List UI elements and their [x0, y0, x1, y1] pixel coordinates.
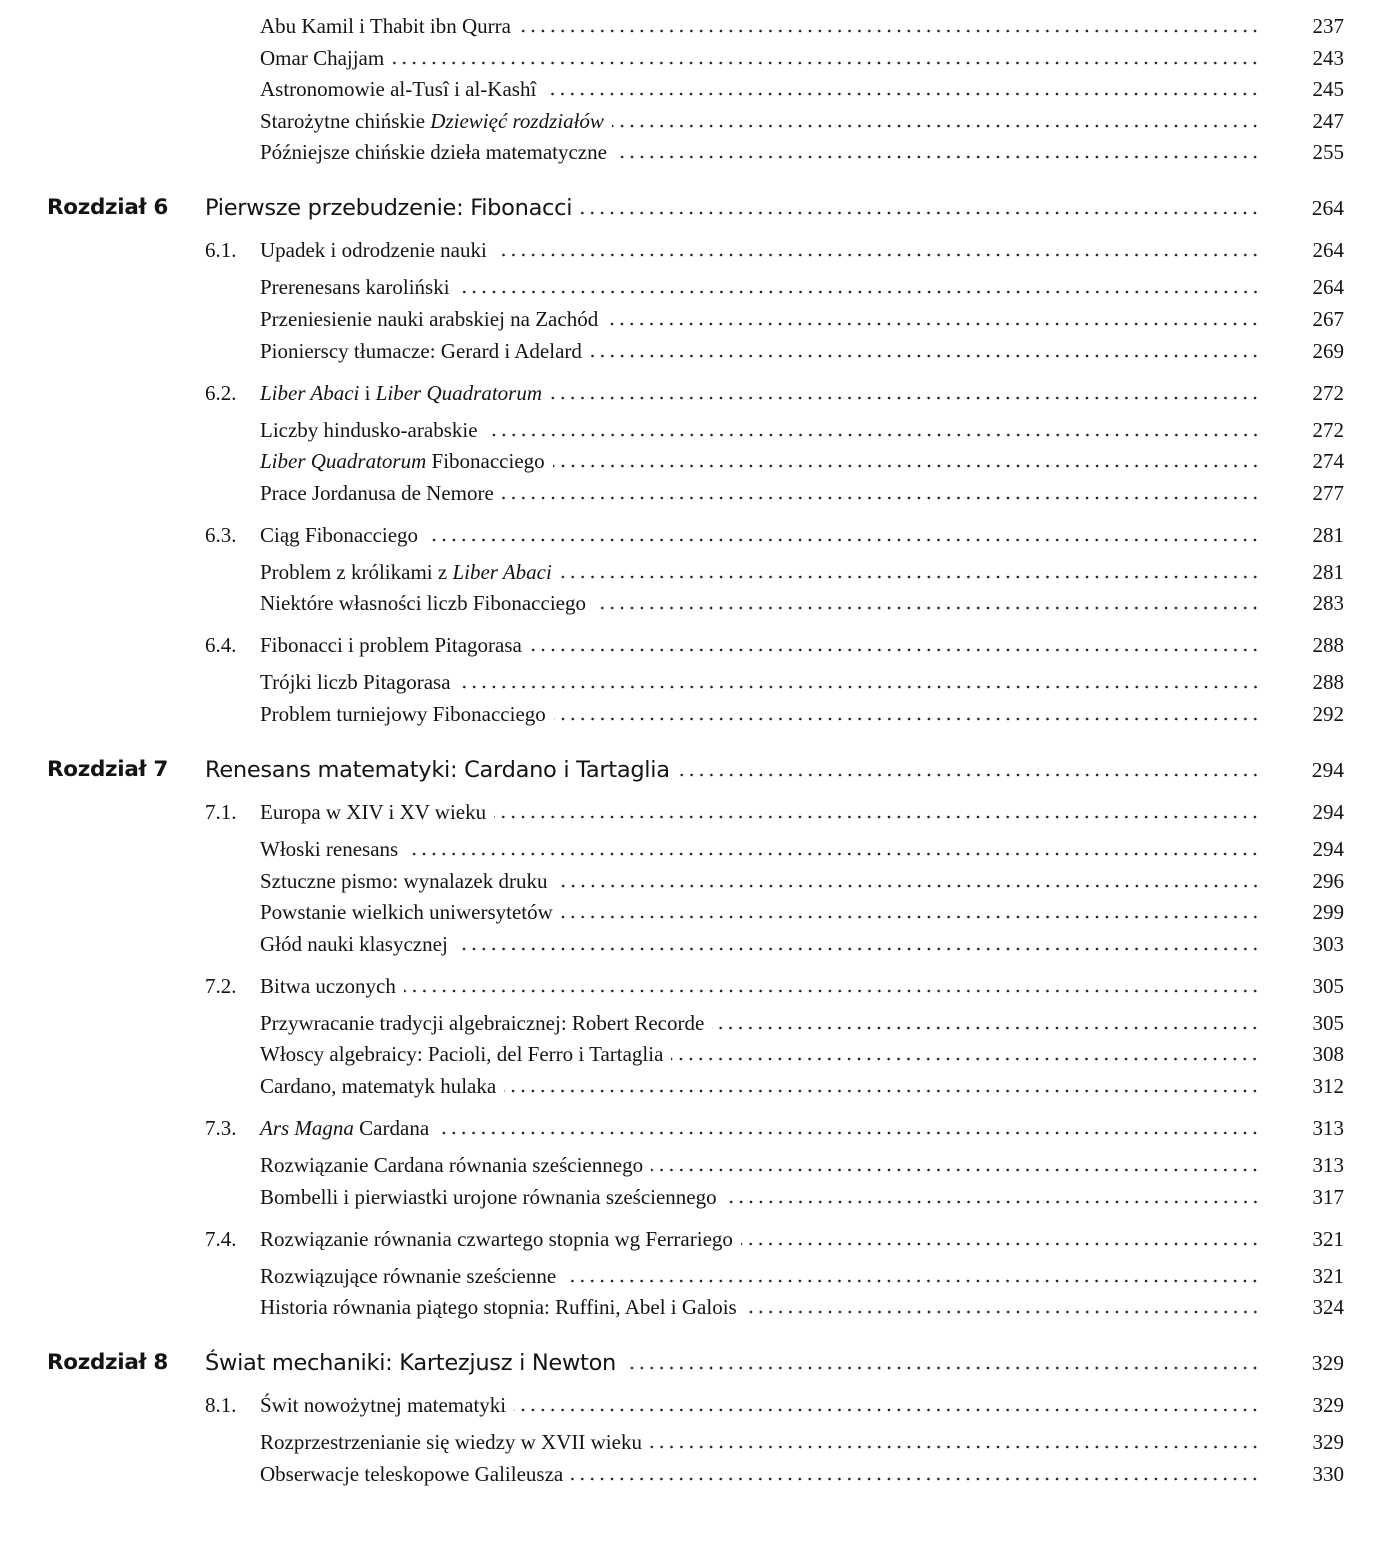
title-part: Starożytne chińskie [260, 108, 431, 133]
page-number: 255 [1312, 140, 1344, 165]
page-number: 294 [1311, 758, 1344, 782]
subsection-entry[interactable] [260, 1182, 1260, 1212]
chapter-entry[interactable] [205, 755, 1260, 785]
chapter-label: Rozdział 7 [47, 757, 169, 782]
section-entry[interactable] [260, 378, 1260, 408]
dot-leader [561, 915, 1260, 919]
dot-leader [671, 1057, 1260, 1061]
page-number: 267 [1312, 307, 1344, 331]
page-number: 313 [1312, 1153, 1344, 1177]
page-number: 329 [1312, 1430, 1344, 1455]
dot-leader [459, 685, 1260, 689]
italic-title-part: Dziewięć rozdziałów [430, 108, 604, 133]
title-part: Rozwiązanie równania czwartego stopnia wg Ferrariego [260, 1226, 733, 1251]
entry-title [260, 1150, 643, 1180]
dot-leader [458, 290, 1260, 294]
subsection-entry[interactable] [260, 1292, 1260, 1322]
dot-leader [392, 61, 1260, 65]
subsection-entry[interactable] [260, 74, 1260, 104]
page-number: 243 [1312, 45, 1344, 70]
entry-title [260, 137, 607, 167]
entry-title [260, 235, 487, 265]
page-number: 272 [1312, 417, 1344, 442]
section-entry[interactable] [260, 1224, 1260, 1254]
page-number: 277 [1312, 480, 1344, 505]
entry-title [260, 834, 398, 864]
section-entry[interactable] [260, 971, 1260, 1001]
dot-leader [514, 1408, 1260, 1412]
title-part: Cardana [353, 1116, 430, 1140]
italic-title-part: Ars Magna [260, 1116, 354, 1140]
page-number: 294 [1312, 800, 1344, 824]
page-number: 321 [1312, 1226, 1344, 1251]
title-part: Problem turniejowy Fibonacciego [260, 702, 546, 726]
section-entry[interactable] [260, 1390, 1260, 1420]
section-number: 8.1. [205, 1393, 237, 1418]
title-part: Upadek i odrodzenie nauki [260, 238, 487, 263]
entry-title [260, 929, 448, 959]
italic-title-part: Liber Quadratorum [260, 449, 427, 474]
italic-title-part: Liber Abaci [452, 559, 552, 584]
entry-title [260, 1071, 496, 1101]
subsection-entry[interactable] [260, 1039, 1260, 1069]
chapter-label: Rozdział 8 [47, 1350, 169, 1376]
entry-title [260, 630, 522, 660]
dot-leader [553, 464, 1260, 468]
subsection-entry[interactable] [260, 336, 1260, 366]
section-number: 7.2. [205, 973, 237, 998]
dot-leader [651, 1168, 1260, 1172]
entry-title [260, 520, 418, 550]
entry-title [260, 1008, 704, 1038]
dot-leader [615, 155, 1260, 159]
entry-title [260, 336, 582, 366]
subsection-entry[interactable] [260, 699, 1260, 729]
title-part: Włoski renesans [260, 837, 399, 861]
subsection-entry[interactable] [260, 446, 1260, 476]
title-part: Prace Jordanusa de Nemore [260, 480, 494, 505]
page-number: 288 [1312, 633, 1344, 658]
title-part: Fibonacciego [426, 449, 545, 474]
section-entry[interactable] [260, 1113, 1260, 1143]
page-number: 288 [1312, 670, 1344, 695]
dot-leader [571, 1477, 1260, 1481]
title-part: Renesans matematyki: Cardano i Tartaglia [205, 757, 670, 783]
subsection-entry[interactable] [260, 1427, 1260, 1457]
entry-title [260, 415, 478, 445]
entry-title [260, 1427, 642, 1457]
dot-leader [590, 354, 1260, 358]
page-number: 274 [1312, 449, 1344, 474]
dot-leader [494, 815, 1260, 819]
title-part: Późniejsze chińskie dzieła matematyczne [260, 140, 607, 165]
entry-title [205, 193, 572, 223]
dot-leader [594, 606, 1260, 610]
entry-title [260, 797, 486, 827]
subsection-entry[interactable] [260, 304, 1260, 334]
subsection-entry[interactable] [260, 1008, 1260, 1038]
section-entry[interactable] [260, 797, 1260, 827]
subsection-entry[interactable] [260, 11, 1260, 41]
title-part: Głód nauki klasycznej [260, 931, 448, 956]
dot-leader [612, 124, 1260, 128]
title-part: Fibonacci i problem Pitagorasa [260, 633, 522, 658]
section-number: 6.1. [205, 238, 237, 263]
dot-leader [550, 396, 1260, 400]
dot-leader [437, 1131, 1260, 1135]
entry-title [260, 106, 604, 136]
entry-title [260, 11, 511, 41]
page-number: 305 [1312, 1010, 1344, 1035]
entry-title [260, 272, 450, 302]
title-part: Prerenesans karoliński [260, 275, 450, 300]
entry-title [260, 446, 545, 476]
section-number: 7.3. [205, 1116, 237, 1140]
entry-title [260, 478, 494, 508]
subsection-entry[interactable] [260, 1459, 1260, 1489]
title-part: Omar Chajjam [260, 45, 385, 70]
dot-leader [486, 433, 1260, 437]
dot-leader [580, 211, 1260, 215]
subsection-entry[interactable] [260, 667, 1260, 697]
subsection-entry[interactable] [260, 1071, 1260, 1101]
page-number: 308 [1312, 1042, 1344, 1067]
title-part: Obserwacje teleskopowe Galileusza [260, 1461, 564, 1486]
page-number: 329 [1312, 1393, 1344, 1418]
chapter-entry[interactable] [205, 193, 1260, 223]
entry-title [260, 897, 553, 927]
entry-title [260, 304, 598, 334]
title-part: Abu Kamil i Thabit ibn Qurra [260, 14, 511, 38]
page-number: 264 [1312, 238, 1344, 263]
dot-leader [504, 1089, 1260, 1093]
section-number: 7.4. [205, 1226, 237, 1251]
subsection-entry[interactable] [260, 1261, 1260, 1291]
entry-title [260, 667, 451, 697]
dot-leader [519, 29, 1260, 33]
dot-leader [712, 1026, 1260, 1030]
page-number: 317 [1312, 1184, 1344, 1209]
title-part: Bitwa uczonych [260, 973, 396, 998]
entry-title [260, 1182, 717, 1212]
dot-leader [678, 773, 1260, 777]
dot-leader [404, 989, 1260, 993]
dot-leader [502, 496, 1260, 500]
title-part: Powstanie wielkich uniwersytetów [260, 900, 553, 925]
page-number: 264 [1311, 196, 1344, 221]
section-entry[interactable] [260, 630, 1260, 660]
entry-title [260, 74, 536, 104]
dot-leader [530, 648, 1260, 652]
page-number: 305 [1312, 973, 1344, 998]
page-number: 264 [1312, 275, 1344, 300]
dot-leader [745, 1310, 1260, 1314]
title-part: i [359, 380, 376, 405]
subsection-entry[interactable] [260, 478, 1260, 508]
subsection-entry[interactable] [260, 415, 1260, 445]
title-part: Świt nowożytnej matematyki [260, 1393, 507, 1418]
title-part: Niektóre własności liczb Fibonacciego [260, 591, 586, 616]
page-number: 283 [1312, 591, 1344, 616]
page-number: 303 [1312, 931, 1344, 956]
title-part: Problem z królikami z [260, 559, 453, 584]
entry-title [260, 1039, 663, 1069]
entry-title [205, 1348, 616, 1378]
title-part: Rozwiązanie Cardana równania sześciennego [260, 1153, 644, 1177]
title-part: Przeniesienie nauki arabskiej na Zachód [260, 307, 599, 331]
entry-title [260, 971, 396, 1001]
subsection-entry[interactable] [260, 866, 1260, 896]
italic-title-part: Liber Quadratorum [375, 380, 542, 405]
dot-leader [650, 1445, 1260, 1449]
title-part: Pierwsze przebudzenie: Fibonacci [205, 195, 573, 222]
title-part: Europa w XIV i XV wieku [260, 800, 487, 824]
section-entry[interactable] [260, 235, 1260, 265]
entry-title [260, 866, 548, 896]
dot-leader [606, 322, 1260, 326]
section-number: 6.2. [205, 380, 237, 405]
title-part: Liczby hindusko-arabskie [260, 417, 478, 442]
entry-title [260, 1261, 556, 1291]
entry-title [260, 1459, 563, 1489]
entry-title [260, 699, 546, 729]
dot-leader [564, 1279, 1260, 1283]
subsection-entry[interactable] [260, 272, 1260, 302]
page-number: 312 [1312, 1074, 1344, 1098]
page-number: 281 [1312, 559, 1344, 584]
chapter-label: Rozdział 6 [47, 195, 169, 221]
title-part: Przywracanie tradycji algebraicznej: Robert Recorde [260, 1010, 705, 1035]
section-number: 6.3. [205, 522, 237, 547]
page-number: 330 [1312, 1461, 1344, 1486]
dot-leader [624, 1366, 1260, 1370]
page-number: 247 [1312, 108, 1344, 133]
title-part: Ciąg Fibonacciego [260, 522, 419, 547]
page-number: 296 [1312, 868, 1344, 893]
subsection-entry[interactable] [260, 929, 1260, 959]
page-number: 281 [1312, 522, 1344, 547]
subsection-entry[interactable] [260, 557, 1260, 587]
entry-title [260, 1292, 737, 1322]
page-number: 292 [1312, 702, 1344, 726]
title-part: Trójki liczb Pitagorasa [260, 670, 451, 695]
entry-title [260, 557, 552, 587]
title-part: Cardano, matematyk hulaka [260, 1074, 497, 1098]
subsection-entry[interactable] [260, 834, 1260, 864]
dot-leader [426, 538, 1260, 542]
title-part: Rozprzestrzenianie się wiedzy w XVII wieku [260, 1430, 642, 1455]
page-number: 299 [1312, 900, 1344, 925]
page-number: 321 [1312, 1263, 1344, 1288]
subsection-entry[interactable] [260, 43, 1260, 73]
page-number: 313 [1312, 1116, 1344, 1140]
entry-title [260, 378, 542, 408]
dot-leader [560, 575, 1260, 579]
title-part: Historia równania piątego stopnia: Ruffini, Abel i Galois [260, 1295, 737, 1320]
page-number: 329 [1311, 1351, 1344, 1376]
title-part: Włoscy algebraicy: Pacioli, del Ferro i Tartaglia [260, 1042, 664, 1067]
title-part: Astronomowie al-Tusî i al-Kashî [260, 77, 537, 102]
title-part: Świat mechaniki: Kartezjusz i Newton [205, 1350, 616, 1377]
dot-leader [495, 253, 1260, 257]
dot-leader [725, 1200, 1260, 1204]
page-number: 245 [1312, 77, 1344, 102]
title-part: Rozwiązujące równanie sześcienne [260, 1263, 557, 1288]
page-number: 237 [1312, 14, 1344, 38]
italic-title-part: Liber Abaci [260, 380, 360, 405]
section-number: 7.1. [205, 800, 237, 824]
title-part: Bombelli i pierwiastki urojone równania sześciennego [260, 1184, 717, 1209]
entry-title [260, 1224, 733, 1254]
entry-title [260, 1113, 429, 1143]
subsection-entry[interactable] [260, 897, 1260, 927]
subsection-entry[interactable] [260, 588, 1260, 618]
subsection-entry[interactable] [260, 137, 1260, 167]
dot-leader [456, 947, 1260, 951]
page-number: 272 [1312, 380, 1344, 405]
entry-title [260, 43, 384, 73]
chapter-entry[interactable] [205, 1348, 1260, 1378]
entry-title [260, 588, 586, 618]
page-number: 269 [1312, 338, 1344, 363]
entry-title [205, 755, 670, 785]
title-part: Sztuczne pismo: wynalazek druku [260, 868, 548, 893]
subsection-entry[interactable] [260, 1150, 1260, 1180]
dot-leader [556, 884, 1261, 888]
page-number: 324 [1312, 1295, 1344, 1320]
dot-leader [406, 852, 1260, 856]
section-number: 6.4. [205, 633, 237, 658]
subsection-entry[interactable] [260, 106, 1260, 136]
dot-leader [554, 717, 1260, 721]
title-part: Pionierscy tłumacze: Gerard i Adelard [260, 338, 582, 363]
page-number: 294 [1312, 837, 1344, 861]
dot-leader [544, 92, 1260, 96]
entry-title [260, 1390, 506, 1420]
section-entry[interactable] [260, 520, 1260, 550]
dot-leader [741, 1242, 1260, 1246]
